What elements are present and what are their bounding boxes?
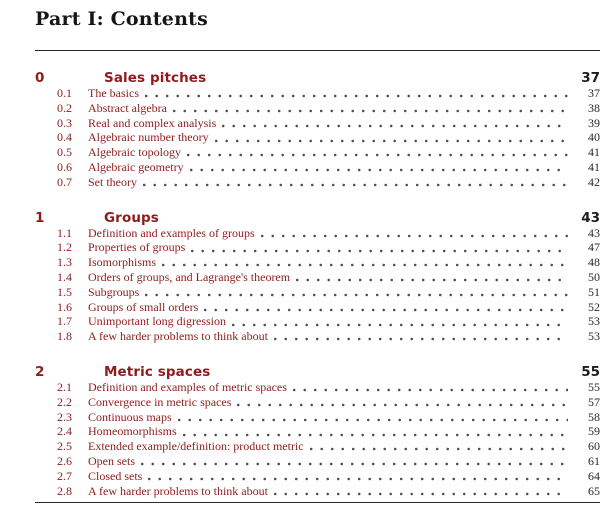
section-title-link[interactable]: Orders of groups, and Lagrange's theorem — [88, 269, 291, 284]
section-page-number: 38 — [588, 100, 600, 115]
section-number-link[interactable]: 0.2 — [57, 100, 72, 115]
section-title-link[interactable]: Homeomorphisms — [88, 424, 177, 439]
section-page-number: 40 — [588, 130, 600, 145]
section-title-link[interactable]: The basics — [88, 86, 139, 100]
section-number-link[interactable]: 1.6 — [57, 299, 72, 314]
dot-leader — [222, 124, 568, 128]
section-page-number: 41 — [588, 159, 600, 174]
section-title-link[interactable]: Open sets — [88, 453, 135, 468]
section-number-link[interactable]: 2.1 — [57, 379, 72, 394]
section-page-number: 37 — [588, 86, 600, 100]
toc-section-row — [35, 116, 600, 131]
chapter-number-link[interactable]: 0 — [35, 70, 45, 86]
chapter-page-number: 43 — [581, 209, 600, 226]
toc-section-row — [35, 410, 600, 425]
toc-section-row — [35, 226, 600, 241]
toc-chapter-row — [35, 70, 600, 86]
toc-section-row — [35, 300, 600, 315]
section-number-link[interactable]: 1.7 — [57, 314, 72, 329]
section-number-link[interactable]: 1.4 — [57, 269, 72, 284]
toc-section-row — [35, 255, 600, 270]
top-rule — [35, 50, 600, 51]
dot-leader — [162, 263, 568, 267]
section-page-number: 60 — [588, 439, 600, 454]
section-number-link[interactable]: 1.3 — [57, 255, 72, 270]
section-title-link[interactable]: Algebraic topology — [88, 145, 181, 160]
chapter-title-link[interactable]: Sales pitches — [104, 70, 207, 86]
toc-chapter-block — [35, 70, 600, 190]
section-page-number: 48 — [588, 255, 600, 270]
section-number-link[interactable]: 2.8 — [57, 483, 72, 498]
toc-section-row — [35, 329, 600, 344]
section-page-number: 58 — [588, 409, 600, 424]
section-number-link[interactable]: 2.3 — [57, 409, 72, 424]
toc-section-row — [35, 439, 600, 454]
section-title-link[interactable]: A few harder problems to think about — [88, 329, 268, 344]
section-title-link[interactable]: Properties of groups — [88, 240, 186, 255]
section-number-link[interactable]: 0.4 — [57, 130, 72, 145]
section-title-link[interactable]: Subgroups — [88, 284, 140, 299]
section-page-number: 61 — [588, 453, 600, 468]
toc-section-row — [35, 395, 600, 410]
dot-leader — [274, 492, 568, 496]
dot-leader — [183, 433, 568, 437]
section-page-number: 41 — [588, 145, 600, 160]
chapter-title-link[interactable]: Groups — [104, 209, 159, 226]
section-number-link[interactable]: 2.4 — [57, 424, 72, 439]
toc-section-row — [35, 424, 600, 439]
toc-section-row — [35, 175, 600, 190]
part-title: Part I: Contents — [35, 8, 208, 30]
dot-leader — [261, 234, 568, 238]
section-title-link[interactable]: Closed sets — [88, 468, 143, 483]
chapter-page-number: 55 — [581, 363, 600, 380]
section-title-link[interactable]: Definition and examples of groups — [88, 225, 255, 240]
toc-section-row — [35, 469, 600, 484]
section-page-number: 51 — [588, 284, 600, 299]
section-number-link[interactable]: 0.7 — [57, 174, 72, 189]
toc-section-row — [35, 270, 600, 285]
toc-section-row — [35, 314, 600, 329]
dot-leader — [190, 168, 568, 172]
section-title-link[interactable]: Convergence in metric spaces — [88, 394, 232, 409]
section-title-link[interactable]: Real and complex analysis — [88, 115, 217, 130]
toc-chapter-row — [35, 210, 600, 226]
section-title-link[interactable]: Isomorphisms — [88, 255, 157, 270]
toc-section-row — [35, 160, 600, 175]
section-number-link[interactable]: 2.2 — [57, 394, 72, 409]
section-number-link[interactable]: 2.7 — [57, 468, 72, 483]
toc-section-row — [35, 86, 600, 101]
section-number-link[interactable]: 1.2 — [57, 240, 72, 255]
toc-chapter-block — [35, 210, 600, 344]
dot-leader — [143, 183, 568, 187]
dot-leader — [204, 308, 568, 312]
chapter-number-link[interactable]: 2 — [35, 363, 45, 380]
toc-section-row — [35, 101, 600, 116]
dot-leader — [215, 139, 568, 143]
toc-chapter-row — [35, 364, 600, 380]
section-page-number: 50 — [588, 269, 600, 284]
section-page-number: 43 — [588, 225, 600, 240]
dot-leader — [232, 323, 568, 327]
section-page-number: 53 — [588, 329, 600, 344]
chapter-page-number: 37 — [581, 70, 600, 86]
section-number-link[interactable]: 2.6 — [57, 453, 72, 468]
section-title-link[interactable]: Definition and examples of metric spaces — [88, 379, 287, 394]
dot-leader — [191, 249, 568, 253]
section-title-link[interactable]: Unimportant long digression — [88, 314, 226, 329]
section-page-number: 39 — [588, 115, 600, 130]
section-number-link[interactable]: 1.8 — [57, 329, 72, 344]
section-title-link[interactable]: A few harder problems to think about — [88, 483, 268, 498]
bottom-rule — [35, 502, 600, 503]
section-number-link[interactable]: 0.6 — [57, 159, 72, 174]
section-number-link[interactable]: 0.1 — [57, 86, 72, 100]
section-number-link[interactable]: 1.1 — [57, 225, 72, 240]
dot-leader — [187, 153, 568, 157]
section-page-number: 53 — [588, 314, 600, 329]
dot-leader — [178, 418, 568, 422]
toc-section-row — [35, 130, 600, 145]
dot-leader — [145, 293, 568, 297]
toc-section-row — [35, 484, 600, 499]
section-page-number: 55 — [588, 379, 600, 394]
chapter-number-link[interactable]: 1 — [35, 209, 45, 226]
section-page-number: 64 — [588, 468, 600, 483]
section-page-number: 52 — [588, 299, 600, 314]
chapter-title-link[interactable]: Metric spaces — [104, 363, 211, 380]
section-title-link[interactable]: Set theory — [88, 174, 137, 189]
dot-leader — [145, 94, 568, 98]
dot-leader — [296, 278, 568, 282]
section-number-link[interactable]: 1.5 — [57, 284, 72, 299]
dot-leader — [310, 447, 568, 451]
dot-leader — [237, 403, 568, 407]
section-page-number: 47 — [588, 240, 600, 255]
section-page-number: 65 — [588, 483, 600, 498]
section-number-link[interactable]: 0.5 — [57, 145, 72, 160]
section-title-link[interactable]: Abstract algebra — [88, 100, 167, 115]
dot-leader — [173, 109, 568, 113]
toc-chapter-block — [35, 364, 600, 498]
toc-section-row — [35, 240, 600, 255]
toc-section-row — [35, 285, 600, 300]
section-title-link[interactable]: Algebraic number theory — [88, 130, 209, 145]
dot-leader — [148, 477, 568, 481]
section-title-link[interactable]: Extended example/definition: product metric — [88, 439, 304, 454]
section-number-link[interactable]: 0.3 — [57, 115, 72, 130]
section-title-link[interactable]: Continuous maps — [88, 409, 172, 424]
section-title-link[interactable]: Groups of small orders — [88, 299, 199, 314]
section-title-link[interactable]: Algebraic geometry — [88, 159, 184, 174]
toc-section-row — [35, 145, 600, 160]
dot-leader — [274, 337, 568, 341]
section-page-number: 42 — [588, 174, 600, 189]
dot-leader — [293, 388, 568, 392]
toc-section-row — [35, 454, 600, 469]
dot-leader — [141, 462, 568, 466]
toc-section-row — [35, 380, 600, 395]
section-page-number: 59 — [588, 424, 600, 439]
section-number-link[interactable]: 2.5 — [57, 439, 72, 454]
section-page-number: 57 — [588, 394, 600, 409]
